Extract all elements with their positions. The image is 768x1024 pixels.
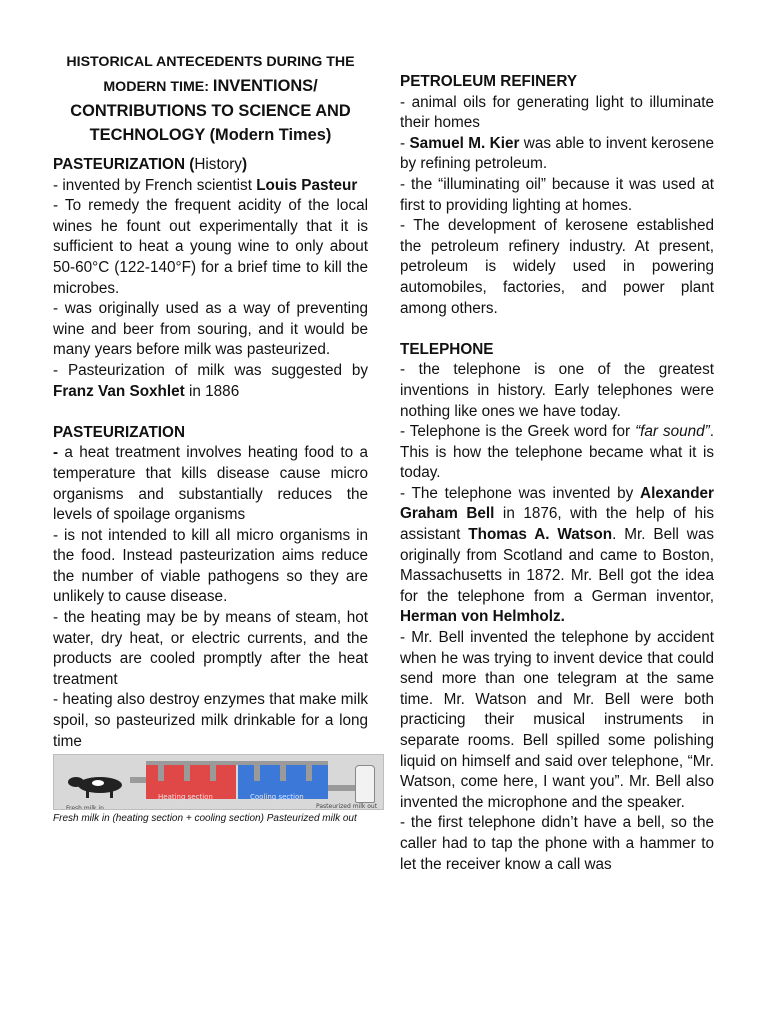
text: - The telephone was invented by (400, 484, 641, 502)
heading-history-word: History (194, 156, 242, 173)
right-column (400, 72, 714, 875)
paragraph (400, 422, 714, 484)
text: a heat treatment involves heating food to a temperature that kills disease cause micro organisms and substantially reduces the levels of spoilage organisms (53, 444, 368, 524)
paragraph: - was originally used as a way of preventing wine and beer from souring, and it would be many years before milk was pasteurized. (53, 300, 368, 359)
title-line-2: INVENTIONS/ CONTRIBUTIONS TO SCIENCE AND TECHNOLOGY (Modern Times) (70, 77, 351, 144)
pipe (146, 761, 328, 765)
paragraph: - Mr. Bell invented the telephone by accident when he was trying to invent device that could send more than one telegram at the same time. Mr. Watson and Mr. Bell were both practicing their musical instruments in separate rooms. Bell spilled some polishing liquid on himself and said over telephone, “Mr. Watson, come here, I want you”. Mr. Bell also invented the microphone and the speaker. (400, 629, 714, 811)
pasteurized-milk-label: Pasteurized milk out (316, 803, 378, 811)
spacer (53, 402, 368, 423)
text: was able to invent kerosene by refining petroleum. (400, 134, 714, 173)
pipe (328, 785, 358, 791)
paragraph: - the first telephone didn’t have a bell, so the caller had to tap the phone with a hammer to let the receiver know a call was (400, 814, 714, 873)
paragraph: - To remedy the frequent acidity of the local wines he fount out experimentally that it is sufficient to heat a young wine to only about 50-60°C (122-140°F) for a brief time to kill the microbes. (53, 197, 368, 297)
person-name: Alexander Graham Bell (400, 484, 714, 523)
section-heading-pasteurization-history (53, 155, 368, 176)
section-heading-pasteurization: PASTEURIZATION (53, 423, 186, 441)
section-heading-telephone: TELEPHONE (400, 340, 494, 358)
text: . This is how the telephone became what it is today. (400, 423, 715, 482)
dash: - (53, 444, 59, 462)
text: . Mr. Bell was originally from Scotland and came to Boston, Massachusetts in 1872. Mr. Bell got the idea for the telephone from a German inventor, (400, 526, 714, 605)
page-title (53, 50, 368, 147)
paragraph (53, 361, 368, 402)
person-name: Samuel M. Kier (409, 134, 520, 152)
paragraph: - the “illuminating oil” because it was used at first to providing lighting at homes. (400, 175, 714, 214)
paragraph: - animal oils for generating light to illuminate their homes (400, 93, 714, 132)
spacer (400, 319, 714, 340)
text: - (400, 134, 410, 152)
paragraph: - the telephone is one of the greatest inventions in history. Early telephones were nothing like ones we have today. (400, 361, 714, 420)
text: in 1876, with the help of his assistant (400, 505, 714, 544)
paragraph (53, 176, 368, 197)
person-name: Louis Pasteur (256, 176, 358, 194)
emphasis-text: “far sound” (635, 423, 710, 441)
left-column (53, 48, 378, 825)
paragraph: - heating also destroy enzymes that make milk spoil, so pasteurized milk drinkable for a long time (53, 691, 368, 750)
text: - invented by French scientist (53, 176, 257, 194)
figure-caption: Fresh milk in (heating section + cooling section) Pasteurized milk out (53, 813, 357, 825)
paragraph (53, 443, 368, 525)
heading-text: PASTEURIZATION ( (53, 156, 195, 173)
title-line-1: HISTORICAL ANTECEDENTS DURING THE MODERN TIME: (66, 54, 355, 95)
heading-paren: ) (241, 156, 248, 173)
fresh-milk-label: Fresh milk in (66, 805, 104, 811)
text: - Telephone is the Greek word for (400, 423, 636, 441)
section-heading-petroleum: PETROLEUM REFINERY (400, 73, 578, 90)
paragraph: - The development of kerosene established the petroleum refinery industry. At present, petroleum is widely used in powering automobiles, factories, and power plant among others. (400, 217, 714, 317)
cooling-section-label: Cooling section (250, 793, 304, 802)
cow-icon (60, 771, 134, 799)
heating-section-label: Heating section (158, 793, 213, 802)
person-name: Thomas A. Watson (468, 526, 613, 544)
text: - Pasteurization of milk was suggested by (53, 361, 368, 379)
text: in 1886 (184, 382, 240, 400)
paragraph (400, 484, 714, 628)
person-name: Herman von Helmholz. (400, 608, 565, 626)
paragraph: - the heating may be by means of steam, hot water, dry heat, or electric currents, and the products are cooled promptly after the heat treatment (53, 609, 368, 688)
person-name: Franz Van Soxhlet (53, 382, 185, 400)
paragraph: - is not intended to kill all micro organisms in the food. Instead pasteurization aims reduce the number of viable pathogens so they are unlikely to cause disease. (53, 526, 368, 606)
paragraph (400, 134, 714, 175)
pasteurization-diagram-image (53, 754, 384, 810)
